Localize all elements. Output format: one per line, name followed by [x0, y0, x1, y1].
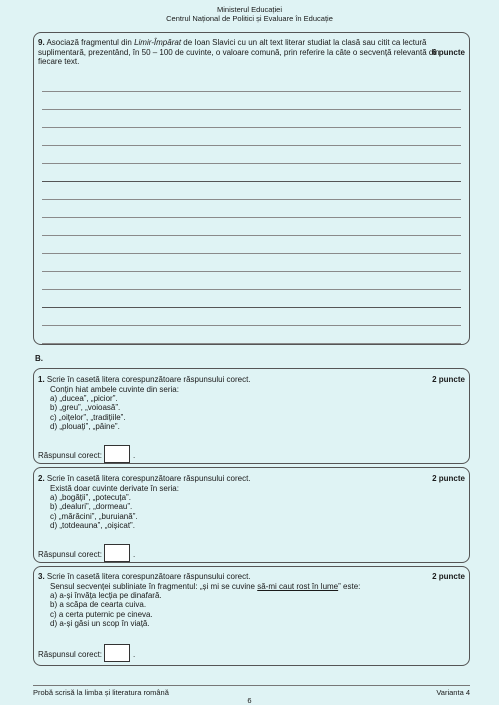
question-2-box [33, 467, 470, 563]
question-1-number: 1. [38, 375, 45, 384]
question-9-text-a: Asociază fragmentul din [46, 38, 135, 47]
question-2-instruction: Scrie în casetă litera corespunzătoare răspunsului corect. [46, 474, 251, 483]
question-2-options [50, 493, 138, 531]
question-3-stem-underlined: să-mi caut rost în lume [257, 581, 339, 591]
question-1-answer: Răspunsul corect: . [38, 445, 135, 463]
question-2-number: 2. [38, 474, 45, 483]
answer-box[interactable] [104, 445, 130, 463]
option-b: b) a scăpa de cearta cuiva. [50, 600, 147, 610]
option-d: d) „plouați”, „pâine”. [50, 422, 120, 432]
question-9-number: 9. [38, 38, 45, 47]
question-1-instruction: Scrie în casetă litera corespunzătoare răspunsului corect. [46, 375, 251, 384]
question-1-stem: Conțin hiat ambele cuvinte din seria: [50, 384, 179, 394]
option-a: a) „bogății”, „potecuța”. [50, 493, 131, 502]
option-a: a) a-și învăța lecția pe dinafară. [50, 591, 162, 600]
question-3-stem-a: Sensul secvenței subliniate în fragmentul: „și mi se cuvine [50, 581, 258, 591]
option-c: c) a certa puternic pe cineva. [50, 609, 153, 619]
question-1-options [50, 394, 126, 432]
question-3-instruction: Scrie în casetă litera corespunzătoare răspunsului corect. [46, 572, 251, 581]
question-9-box [33, 32, 470, 345]
page-number: 6 [247, 696, 252, 705]
question-3-number: 3. [38, 572, 45, 581]
section-b-heading: B. [35, 354, 43, 363]
option-a: a) „ducea”, „picior”. [50, 394, 118, 403]
option-b: b) „greu”, „voioasă”. [50, 403, 121, 413]
question-3-stem-b: ” este: [338, 581, 361, 591]
footer-exam-title: Probă scrisă la limba și literatura română [33, 688, 169, 697]
question-3-points: 2 puncte [432, 572, 465, 581]
question-9-points: 6 puncte [432, 47, 465, 57]
question-1-header [38, 375, 465, 394]
answer-label: Răspunsul corect: [38, 451, 103, 460]
answer-label: Răspunsul corect: [38, 550, 103, 559]
question-9-title: Limir-Împărat [134, 38, 182, 47]
option-d: d) „totdeauna”, „oișicat”. [50, 521, 135, 531]
page-header [0, 5, 499, 23]
option-b: b) „dealuri”, „dormeau”. [50, 502, 133, 512]
question-9-text-b: de Ioan Slavici cu un alt text literar studiat la clasă sau citit ca lectură suplimentară, prezentând, în 50 – 100 de cuvinte, o valoare comună, prin referire la câte o secvență relevantă din fiecare text. [38, 38, 440, 67]
answer-box[interactable] [104, 544, 130, 562]
question-3-header [38, 572, 465, 591]
question-9-text [38, 38, 465, 67]
question-3-stem [38, 582, 465, 592]
question-2-header [38, 474, 465, 493]
question-1-points: 2 puncte [432, 375, 465, 384]
footer-variant: Varianta 4 [436, 688, 470, 697]
question-2-stem: Există doar cuvinte derivate în seria: [50, 483, 179, 493]
option-c: c) „oițelor”, „tradițiile”. [50, 412, 126, 422]
header-ministry: Ministerul Educației [216, 5, 283, 14]
footer-rule [33, 685, 470, 686]
answer-label: Răspunsul corect: [38, 650, 103, 659]
question-3-options [50, 591, 162, 629]
option-c: c) „mărăcini”, „buruiană”. [50, 511, 138, 521]
question-2-answer: Răspunsul corect: . [38, 544, 135, 562]
question-3-box [33, 566, 470, 666]
question-1-box [33, 368, 470, 464]
question-3-answer: Răspunsul corect: . [38, 644, 135, 662]
answer-box[interactable] [104, 644, 130, 662]
question-2-points: 2 puncte [432, 474, 465, 483]
option-d: d) a-și găsi un scop în viață. [50, 619, 150, 629]
header-center: Centrul Național de Politici și Evaluare în Educație [166, 14, 333, 23]
